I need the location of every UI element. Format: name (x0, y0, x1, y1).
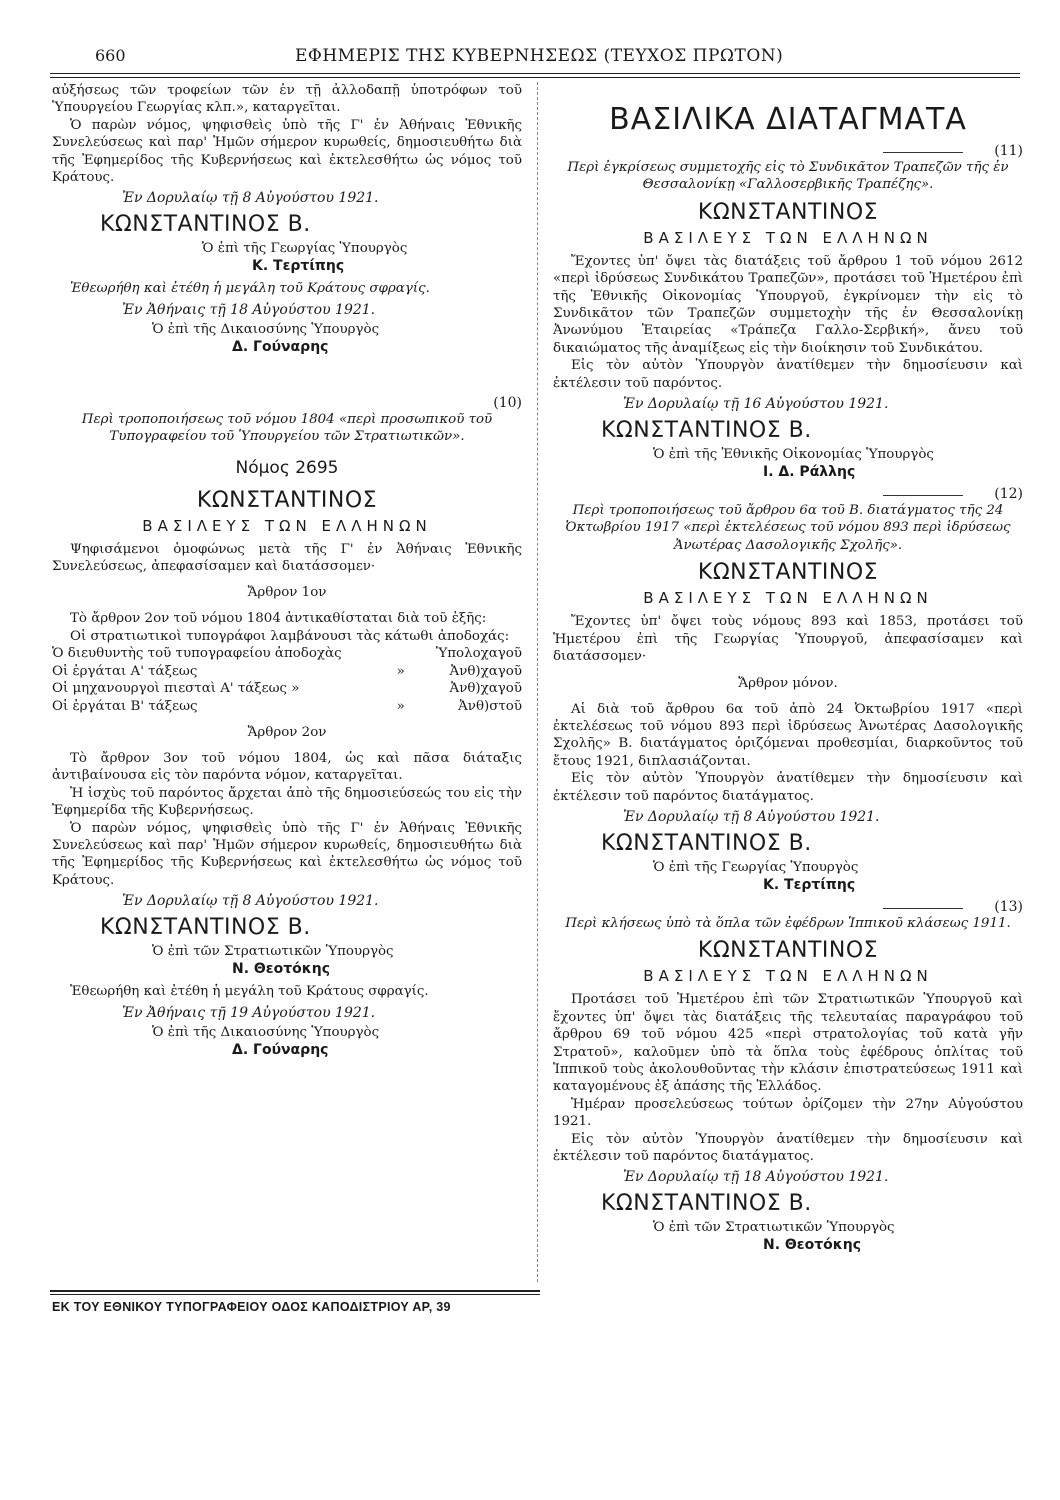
rank-value: Ἀνθ)χαγοῦ (449, 663, 522, 679)
minister-title: Ὁ ἐπὶ τῶν Στρατιωτικῶν Ὑπουργὸς (653, 1220, 895, 1236)
date-line: Ἐν Δορυλαίῳ τῇ 18 Αὐγούστου 1921. (623, 1169, 889, 1186)
enactment-paragraph: Ὁ παρὼν νόμος, ψηφισθεὶς ὑπὸ τῆς Γ' ἐν Ἀθήναις Ἐθνικῆς Συνελεύσεως καὶ παρ' Ἡμῶν σήμερον κυρωθείς, δημοσιευθήτω διὰ τῆς Ἐφημερίδος τῆς Κυβερνήσεως καὶ ἐκτελεσθήτω ὡς νόμος τοῦ Κράτους. (52, 117, 522, 186)
minister-title: Ὁ ἐπὶ τῶν Στρατιωτικῶν Ὑπουργὸς (152, 944, 394, 960)
act-title: Περὶ τροποποιήσεως τοῦ νόμου 1804 «περὶ προσωπικοῦ τοῦ Τυπογραφείου τοῦ Ὑπουργείου τῶν Στρατιωτικῶν». (81, 411, 493, 445)
footer-rule-thin (50, 1294, 540, 1295)
decree-title: Περὶ ἐγκρίσεως συμμετοχῆς εἰς τὸ Συνδικᾶτον Τραπεζῶν τῆς ἐν Θεσσαλονίκῃ «Γαλλοσερβικῆς Τραπέζης». (567, 160, 1009, 193)
king-title: ΒΑΣΙΛΕΥΣ ΤΩΝ ΕΛΛΗΝΩΝ (643, 589, 933, 608)
left-column (52, 82, 522, 1064)
minister-name: Ν. Θεοτόκης (232, 961, 330, 978)
column-divider (537, 82, 538, 1282)
decree-title: Περὶ τροποποιήσεως τοῦ ἄρθρου 6α τοῦ Β. διατάγματος τῆς 24 Ὀκτωβρίου 1917 «περὶ ἐκτελέσεως τοῦ νόμου 893 περὶ ἱδρύσεως Ἀνωτέρας Δασολογικῆς Σχολῆς». (565, 503, 1011, 553)
king-signature: ΚΩΝΣΤΑΝΤΙΝΟΣ Β. (100, 212, 311, 238)
rank-value: Ἀνθ)στοῦ (458, 698, 522, 714)
rank-mark: » (396, 663, 405, 679)
minister-title: Ὁ ἐπὶ τῆς Ἐθνικῆς Οἰκονομίας Ὑπουργὸς (653, 447, 934, 463)
king-name: ΚΩΝΣΤΑΝΤΙΝΟΣ (697, 938, 879, 964)
minister-name: Κ. Τερτίπης (252, 258, 345, 275)
page-header (50, 40, 1020, 68)
date-line: Ἐν Δορυλαίῳ τῇ 16 Αὐγούστου 1921. (623, 396, 889, 413)
decree-number: (12) (553, 486, 1023, 502)
article-heading: Ἄρθρον 1ον (247, 585, 327, 601)
rank-who: Οἱ ἐργάται Α' τάξεως (52, 663, 198, 679)
king-title: ΒΑΣΙΛΕΥΣ ΤΩΝ ΕΛΛΗΝΩΝ (643, 228, 933, 247)
continued-paragraph: αὐξήσεως τῶν τροφείων τῶν ἐν τῇ ἀλλοδαπῇ ὑποτρόφων τοῦ Ὑπουργείου Γεωργίας κλπ.», καταργεῖται. (52, 83, 522, 116)
minister-title: Ὁ ἐπὶ τῆς Δικαιοσύνης Ὑπουργὸς (152, 321, 380, 337)
article-text: Τὸ ἄρθρον 3ον τοῦ νόμου 1804, ὡς καὶ πᾶσα διάταξις ἀντιβαίνουσα εἰς τὸν παρόντα νόμον, καταργεῖται. (52, 750, 522, 784)
decree-text: Εἰς τὸν αὐτὸν Ὑπουργὸν ἀνατίθεμεν τὴν δημοσίευσιν καὶ ἐκτέλεσιν τοῦ παρόντος διατάγματος. (553, 1131, 1023, 1164)
table-row (52, 698, 522, 715)
rank-mark (386, 645, 416, 662)
minister-title: Ὁ ἐπὶ τῆς Γεωργίας Ὑπουργὸς (653, 859, 859, 875)
header-rule-thin (50, 77, 1020, 78)
preamble: Ψηφισάμενοι ὁμοφώνως μετὰ τῆς Γ' ἐν Ἀθήναις Ἐθνικῆς Συνελεύσεως, ἀπεφασίσαμεν καὶ διατάσσομεν· (52, 541, 522, 575)
decree-number: (11) (553, 143, 1023, 159)
seal-note: Ἐθεωρήθη καὶ ἐτέθη ἡ μεγάλη τοῦ Κράτους σφραγίς. (70, 281, 430, 297)
article-text: Ἡ ἰσχὺς τοῦ παρόντος ἄρχεται ἀπὸ τῆς δημοσιεύσεώς του εἰς τὴν Ἐφημερίδα τῆς Κυβερνήσεως. (52, 785, 522, 819)
date-line: Ἐν Δορυλαίῳ τῇ 8 Αὐγούστου 1921. (623, 808, 880, 825)
article-heading: Ἄρθρον μόνον. (738, 675, 838, 691)
rank-value: Ὑπολοχαγοῦ (435, 646, 522, 662)
printer-imprint: ΕΚ ΤΟΥ ΕΘΝΙΚΟΥ ΤΥΠΟΓΡΑΦΕΙΟΥ ΟΔΟΣ ΚΑΠΟΔΙΣΤΡΙΟΥ ΑΡ, 39 (52, 1300, 451, 1314)
decree-text: Εἰς τὸν αὐτὸν Ὑπουργὸν ἀνατίθεμεν τὴν δημοσίευσιν καὶ ἐκτέλεσιν τοῦ παρόντος διατάγματος. (553, 771, 1023, 804)
minister-name: Ι. Δ. Ράλλης (763, 464, 856, 481)
date-line: Ἐν Δορυλαίῳ τῇ 8 Αὐγούστου 1921. (122, 893, 379, 910)
decree-text: Εἰς τὸν αὐτὸν Ὑπουργὸν ἀνατίθεμεν τὴν δημοσίευσιν καὶ ἐκτέλεσιν τοῦ παρόντος. (553, 358, 1023, 391)
table-row (52, 645, 522, 662)
king-name: ΚΩΝΣΤΑΝΤΙΝΟΣ (697, 199, 879, 225)
rank-who: Οἱ ἐργάται Β' τάξεως (52, 698, 198, 714)
date-line: Ἐν Ἀθήναις τῇ 18 Αὐγούστου 1921. (122, 301, 376, 318)
decree-text: Ἔχοντες ὑπ' ὄψει τὰς διατάξεις τοῦ ἄρθρου 1 τοῦ νόμου 2612 «περὶ ἱδρύσεως Συνδικάτου Τραπεζῶν», προτάσει τοῦ Ἡμετέρου ἐπὶ τῆς Ἐθνικῆς Οἰκονομίας Ὑπουργοῦ, ἐγκρίνομεν τὴν εἰς τὸ Συνδικᾶτον τῶν Τραπεζῶν συμμετοχὴν τῆς ἐν Θεσσαλονίκῃ Ἀνωνύμου Ἑταιρείας «Τράπεζα Γαλλο-Σερβική», ἄνευ τοῦ δικαιώματος τῆς ἀναμίξεως εἰς τὴν διοίκησιν τοῦ Συνδικάτου. (553, 253, 1023, 356)
table-row (52, 680, 522, 697)
king-signature: ΚΩΝΣΤΑΝΤΙΝΟΣ Β. (601, 830, 812, 856)
decree-text: Προτάσει τοῦ Ἡμετέρου ἐπὶ τῶν Στρατιωτικῶν Ὑπουργοῦ καὶ ἔχοντες ὑπ' ὄψει τὰς διατάξεις τῆς τελευταίας παραγράφου τοῦ ἄρθρου 69 τοῦ νόμου 425 «περὶ στρατολογίας τοῦ κατὰ γῆν Στρατοῦ», καλοῦμεν ὑπὸ τὰ ὅπλα τοὺς ἐφέδρους ὁπλίτας τοῦ Ἱππικοῦ τοὺς ἀκολουθοῦντας τὴν κλάσιν ἐπιστρατεύσεως 1911 καὶ καταγομένους ἐξ ἁπάσης τῆς Ἑλλάδος. (553, 992, 1023, 1095)
minister-name: Δ. Γούναρης (232, 338, 329, 355)
king-name: ΚΩΝΣΤΑΝΤΙΝΟΣ (697, 560, 879, 586)
article-heading: Ἄρθρον 2ον (247, 724, 327, 740)
decree-text: Αἱ διὰ τοῦ ἄρθρου 6α τοῦ ἀπὸ 24 Ὀκτωβρίου 1917 «περὶ ἐκτελέσεως τοῦ νόμου 893 περὶ ἱδρύσεως Ἀνωτέρας Δασολογικῆς Σχολῆς» Β. διατάγματος ὁριζόμεναι προθεσμίαι, διαρκοῦντος τοῦ ἔτους 1921, διπλασιάζονται. (553, 701, 1023, 769)
article-text: Οἱ στρατιωτικοὶ τυπογράφοι λαμβάνουσι τὰς κάτωθι ἀποδοχάς: (70, 628, 510, 644)
right-column (553, 82, 1023, 1259)
rank-value: Ἀνθ)χαγοῦ (449, 681, 522, 697)
page-number: 660 (95, 46, 126, 65)
king-name: ΚΩΝΣΤΑΝΤΙΝΟΣ (196, 487, 378, 513)
rank-who: Ὁ διευθυντὴς τοῦ τυπογραφείου ἀποδοχὰς (52, 646, 342, 662)
decree-title: Περὶ κλήσεως ὑπὸ τὰ ὅπλα τῶν ἐφέδρων Ἱππικοῦ κλάσεως 1911. (565, 915, 1011, 931)
king-title: ΒΑΣΙΛΕΥΣ ΤΩΝ ΕΛΛΗΝΩΝ (643, 967, 933, 986)
gazette-title: ΕΦΗΜΕΡΙΣ ΤΗΣ ΚΥΒΕΡΝΗΣΕΩΣ (ΤΕΥΧΟΣ ΠΡΩΤΟΝ) (295, 46, 784, 66)
king-signature: ΚΩΝΣΤΑΝΤΙΝΟΣ Β. (601, 1191, 812, 1217)
minister-name: Κ. Τερτίπης (763, 876, 856, 893)
king-signature: ΚΩΝΣΤΑΝΤΙΝΟΣ Β. (601, 418, 812, 444)
decree-text: Ἔχοντες ὑπ' ὄψει τοὺς νόμους 893 καὶ 1853, προτάσει τοῦ Ἡμετέρου ἐπὶ τῆς Γεωργίας Ὑπουργοῦ, ἀπεφασίσαμεν καὶ διατάσσομεν· (553, 614, 1023, 665)
act-number: (10) (493, 394, 522, 411)
rank-mark: » (396, 698, 405, 714)
rank-mark (386, 680, 416, 697)
table-row (52, 663, 522, 680)
article-text: Τὸ ἄρθρον 2ον τοῦ νόμου 1804 ἀντικαθίσταται διὰ τοῦ ἑξῆς: (70, 611, 487, 627)
minister-title: Ὁ ἐπὶ τῆς Γεωργίας Ὑπουργὸς (202, 241, 408, 257)
date-line: Ἐν Δορυλαίῳ τῇ 8 Αὐγούστου 1921. (122, 190, 379, 207)
minister-name: Δ. Γούναρης (232, 1041, 329, 1058)
law-number: Νόμος 2695 (235, 457, 339, 478)
king-title: ΒΑΣΙΛΕΥΣ ΤΩΝ ΕΛΛΗΝΩΝ (142, 516, 432, 535)
minister-title: Ὁ ἐπὶ τῆς Δικαιοσύνης Ὑπουργὸς (152, 1024, 380, 1040)
king-signature: ΚΩΝΣΤΑΝΤΙΝΟΣ Β. (100, 915, 311, 941)
rank-who: Οἱ μηχανουργοὶ πιεσταὶ Α' τάξεως » (52, 681, 300, 697)
minister-name: Ν. Θεοτόκης (763, 1237, 861, 1254)
decree-text: Ἡμέραν προσελεύσεως τούτων ὁρίζομεν τὴν 27ην Αὐγούστου 1921. (553, 1096, 1023, 1130)
date-line: Ἐν Ἀθήναις τῇ 19 Αὐγούστου 1921. (122, 1004, 376, 1021)
section-heading: ΒΑΣΙΛΙΚΑ ΔΙΑΤΑΓΜΑΤΑ (609, 102, 967, 137)
decree-number: (13) (553, 899, 1023, 915)
header-rule (50, 73, 1020, 74)
enactment-paragraph: Ὁ παρὼν νόμος, ψηφισθεὶς ὑπὸ τῆς Γ' ἐν Ἀθήναις Ἐθνικῆς Συνελεύσεως καὶ παρ' Ἡμῶν σήμερον κυρωθείς, δημοσιευθήτω διὰ τῆς Ἐφημερίδος τῆς Κυβερνήσεως καὶ ἐκτελεσθήτω ὡς νόμος τοῦ Κράτους. (52, 820, 522, 888)
seal-note: Ἐθεωρήθη καὶ ἐτέθη ἡ μεγάλη τοῦ Κράτους σφραγίς. (70, 984, 429, 1000)
rank-table (52, 645, 522, 715)
footer-rule (50, 1290, 540, 1292)
